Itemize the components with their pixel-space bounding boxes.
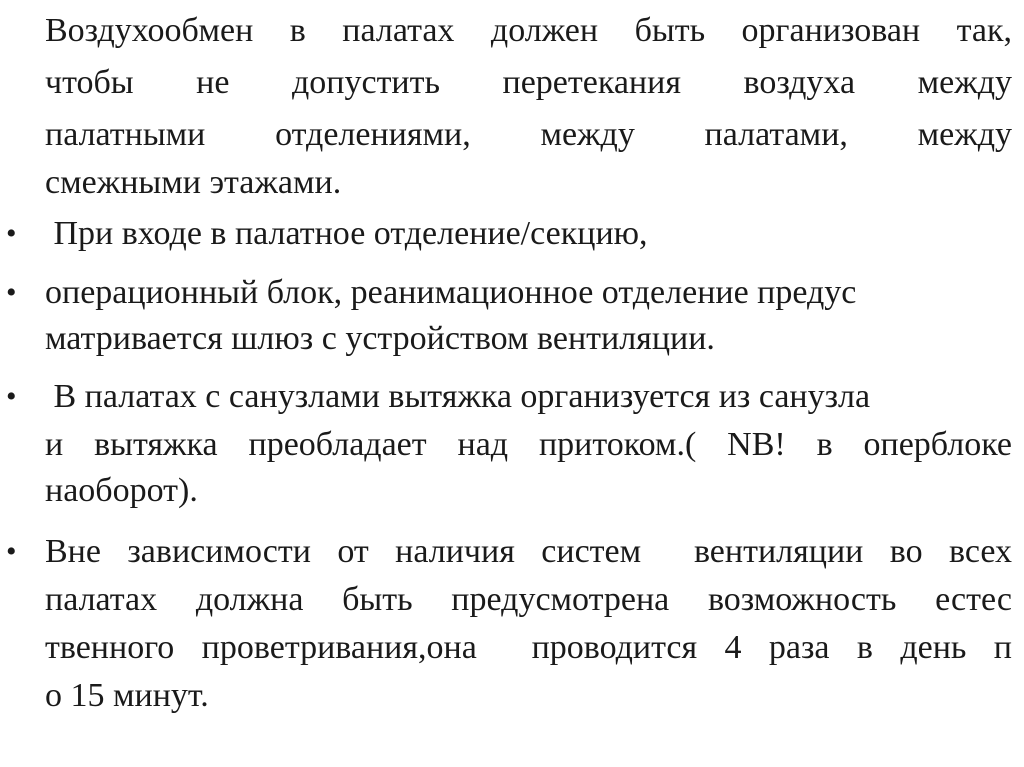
text-line: Вне зависимости от наличия систем вентиляции во всех	[45, 533, 1012, 570]
bullet-marker: •	[6, 276, 17, 309]
text-line: матривается шлюз с устройством вентиляции.	[45, 320, 715, 357]
text-line: и вытяжка преобладает над притоком.( NB! в оперблоке	[45, 426, 1012, 463]
text-line: палатными отделениями, между палатами, между	[45, 116, 1012, 153]
text-line: Воздухообмен в палатах должен быть организован так,	[45, 12, 1012, 49]
text-line: о 15 минут.	[45, 677, 209, 714]
text-line: смежными этажами.	[45, 164, 342, 201]
text-line: наоборот).	[45, 472, 198, 509]
bullet-marker: •	[6, 535, 17, 568]
bullet-marker: •	[6, 380, 17, 413]
bullet-marker: •	[6, 217, 17, 250]
text-line: палатах должна быть предусмотрена возможность естес	[45, 581, 1012, 618]
text-line: твенного проветривания,она проводится 4 раза в день п	[45, 629, 1012, 666]
text-line: операционный блок, реанимационное отделение предус	[45, 274, 857, 311]
text-line: При входе в палатное отделение/секцию,	[45, 215, 648, 252]
text-line: чтобы не допустить перетекания воздуха между	[45, 64, 1012, 101]
text-line: В палатах с санузлами вытяжка организуется из санузла	[45, 378, 871, 415]
